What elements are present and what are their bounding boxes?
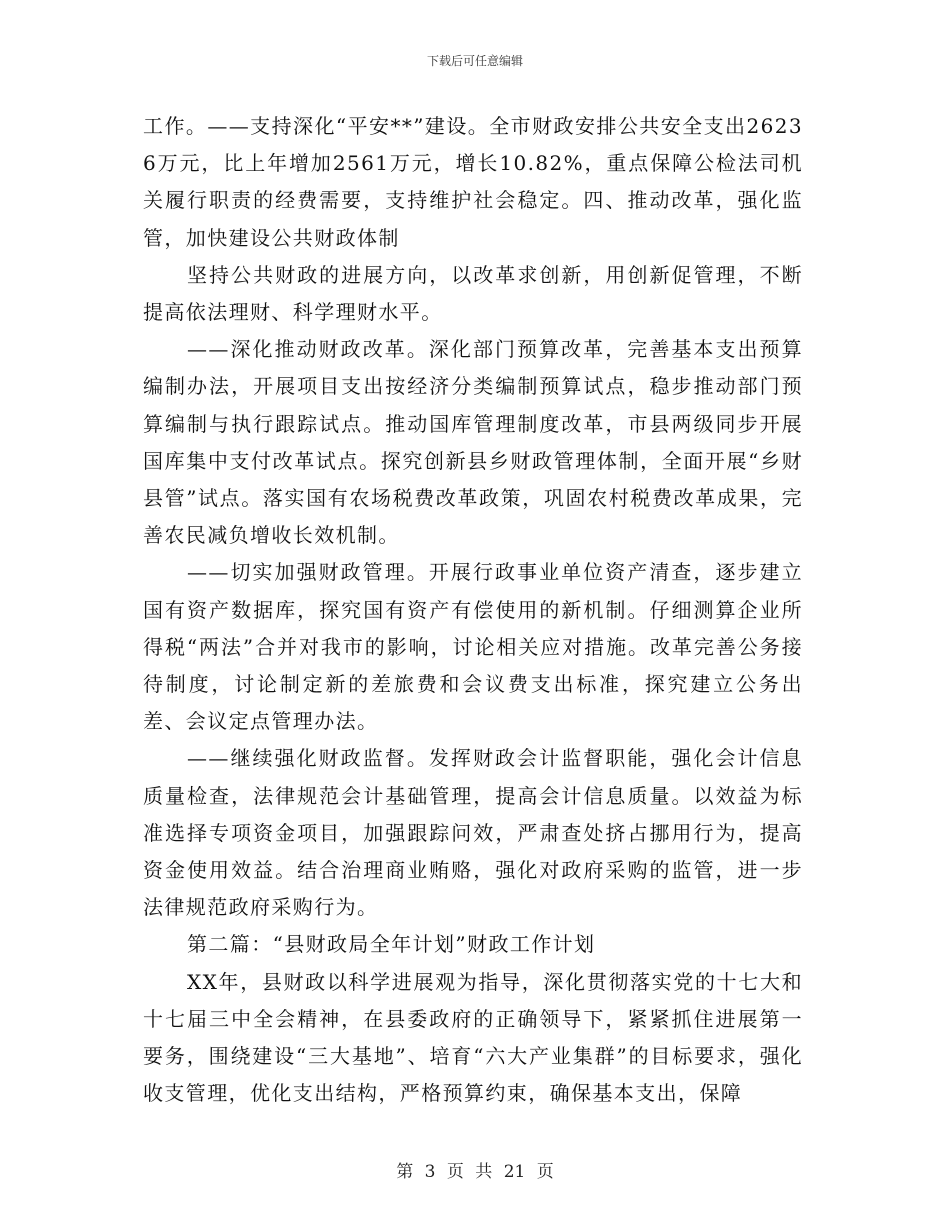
paragraph-5: ——继续强化财政监督。发挥财政会计监督职能，强化会计信息质量检查，法律规范会计基础管理，提高会计信息质量。以效益为标准选择专项资金项目，加强跟踪问效，严肃查处挤占挪用行为，提高资金使用效益。结合治理商业贿赂，强化对政府采购的监管，进一步法律规范政府采购行为。 [143, 746, 803, 920]
page-header: 下载后可任意编辑 [426, 54, 523, 68]
paragraph-1: 工作。——支持深化“平安**”建设。全市财政安排公共安全支出26236万元，比上年增加2561万元，增长10.82%，重点保障公检法司机关履行职责的经费需要，支持维护社会稳定。四、推动改革，强化监管，加快建设公共财政体制 [143, 114, 803, 250]
document-body [143, 108, 803, 1112]
page-footer: 第 3 页 共 21 页 [396, 1162, 554, 1182]
paragraph-4: ——切实加强财政管理。开展行政事业单位资产清查，逐步建立国有资产数据库，探究国有资产有偿使用的新机制。仔细测算企业所得税“两法”合并对我市的影响，讨论相关应对措施。改革完善公务接待制度，讨论制定新的差旅费和会议费支出标准，探究建立公务出差、会议定点管理办法。 [143, 560, 803, 734]
paragraph-7: XX年，县财政以科学进展观为指导，深化贯彻落实党的十七大和十七届三中全会精神，在县委政府的正确领导下，紧紧抓住进展第一要务，围绕建设“三大基地”、培育“六大产业集群”的目标要求，强化收支管理，优化支出结构，严格预算约束，确保基本支出，保障 [143, 969, 803, 1106]
paragraph-2: 坚持公共财政的进展方向，以改革求创新，用创新促管理，不断提高依法理财、科学理财水平。 [143, 262, 803, 325]
section-heading: 第二篇：“县财政局全年计划”财政工作计划 [187, 932, 596, 957]
paragraph-3: ——深化推动财政改革。深化部门预算改革，完善基本支出预算编制办法，开展项目支出按经济分类编制预算试点，稳步推动部门预算编制与执行跟踪试点。推动国库管理制度改革，市县两级同步开展国库集中支付改革试点。探究创新县乡财政管理体制，全面开展“乡财县管”试点。落实国有农场税费改革政策，巩固农村税费改革成果，完善农民减负增收长效机制。 [143, 337, 803, 548]
